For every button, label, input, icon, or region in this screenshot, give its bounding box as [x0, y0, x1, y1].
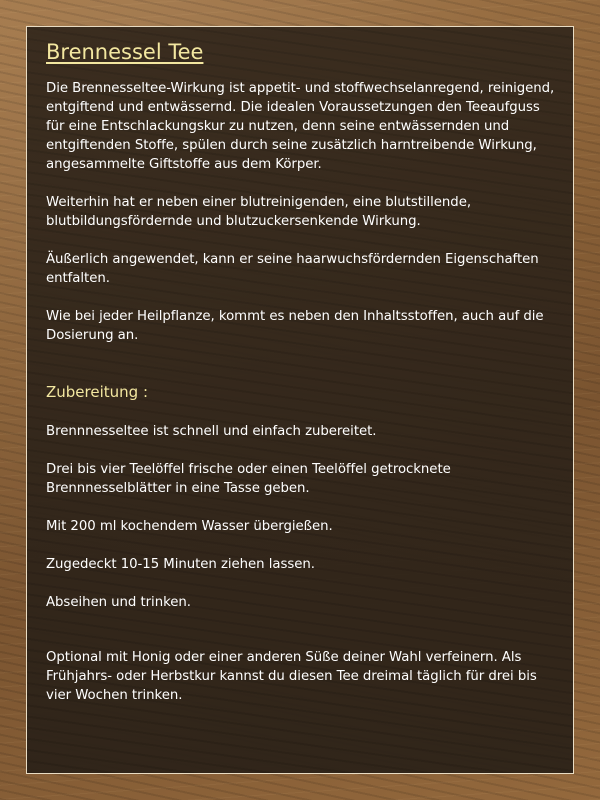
intro-paragraph-blood: Weiterhin hat er neben einer blutreinigenden, eine blutstillende, blutbildungsfördernde und blutzuckersenkende Wirkung.	[46, 195, 472, 229]
preparation-note: Optional mit Honig oder einer anderen Süße deiner Wahl verfeinern. Als Frühjahrs- oder Herbstkur kannst du diesen Tee dreimal täglich für drei bis vier Wochen trinken.	[46, 650, 537, 703]
preparation-heading: Zubereitung :	[46, 383, 149, 401]
preparation-step: Mit 200 ml kochendem Wasser übergießen.	[46, 519, 333, 534]
preparation-step: Brennnesseltee ist schnell und einfach zubereitet.	[46, 424, 377, 439]
preparation-step: Drei bis vier Teelöffel frische oder einen Teelöffel getrocknete Brennnesselblätter in eine Tasse geben.	[46, 462, 451, 496]
preparation-step: Abseihen und trinken.	[46, 595, 191, 610]
intro-paragraph-external-use: Äußerlich angewendet, kann er seine haarwuchsfördernden Eigenschaften entfalten.	[46, 252, 539, 286]
page-title: Brennessel Tee	[46, 40, 204, 64]
intro-paragraph-effects: Die Brennesseltee-Wirkung ist appetit- und stoffwechselanregend, reinigend, entgiftend und entwässernd. Die idealen Voraussetzungen den Teeaufguss für eine Entschlackungskur zu nutzen, denn seine entwässernden und entgiftenden Stoffe, spülen durch seine zusätzlich harntreibende Wirkung, angesammelte Giftstoffe aus dem Körper.	[46, 81, 555, 172]
intro-paragraph-dosage: Wie bei jeder Heilpflanze, kommt es neben den Inhaltsstoffen, auch auf die Dosierung an.	[46, 309, 544, 343]
recipe-panel	[26, 26, 574, 774]
preparation-step: Zugedeckt 10-15 Minuten ziehen lassen.	[46, 557, 315, 572]
